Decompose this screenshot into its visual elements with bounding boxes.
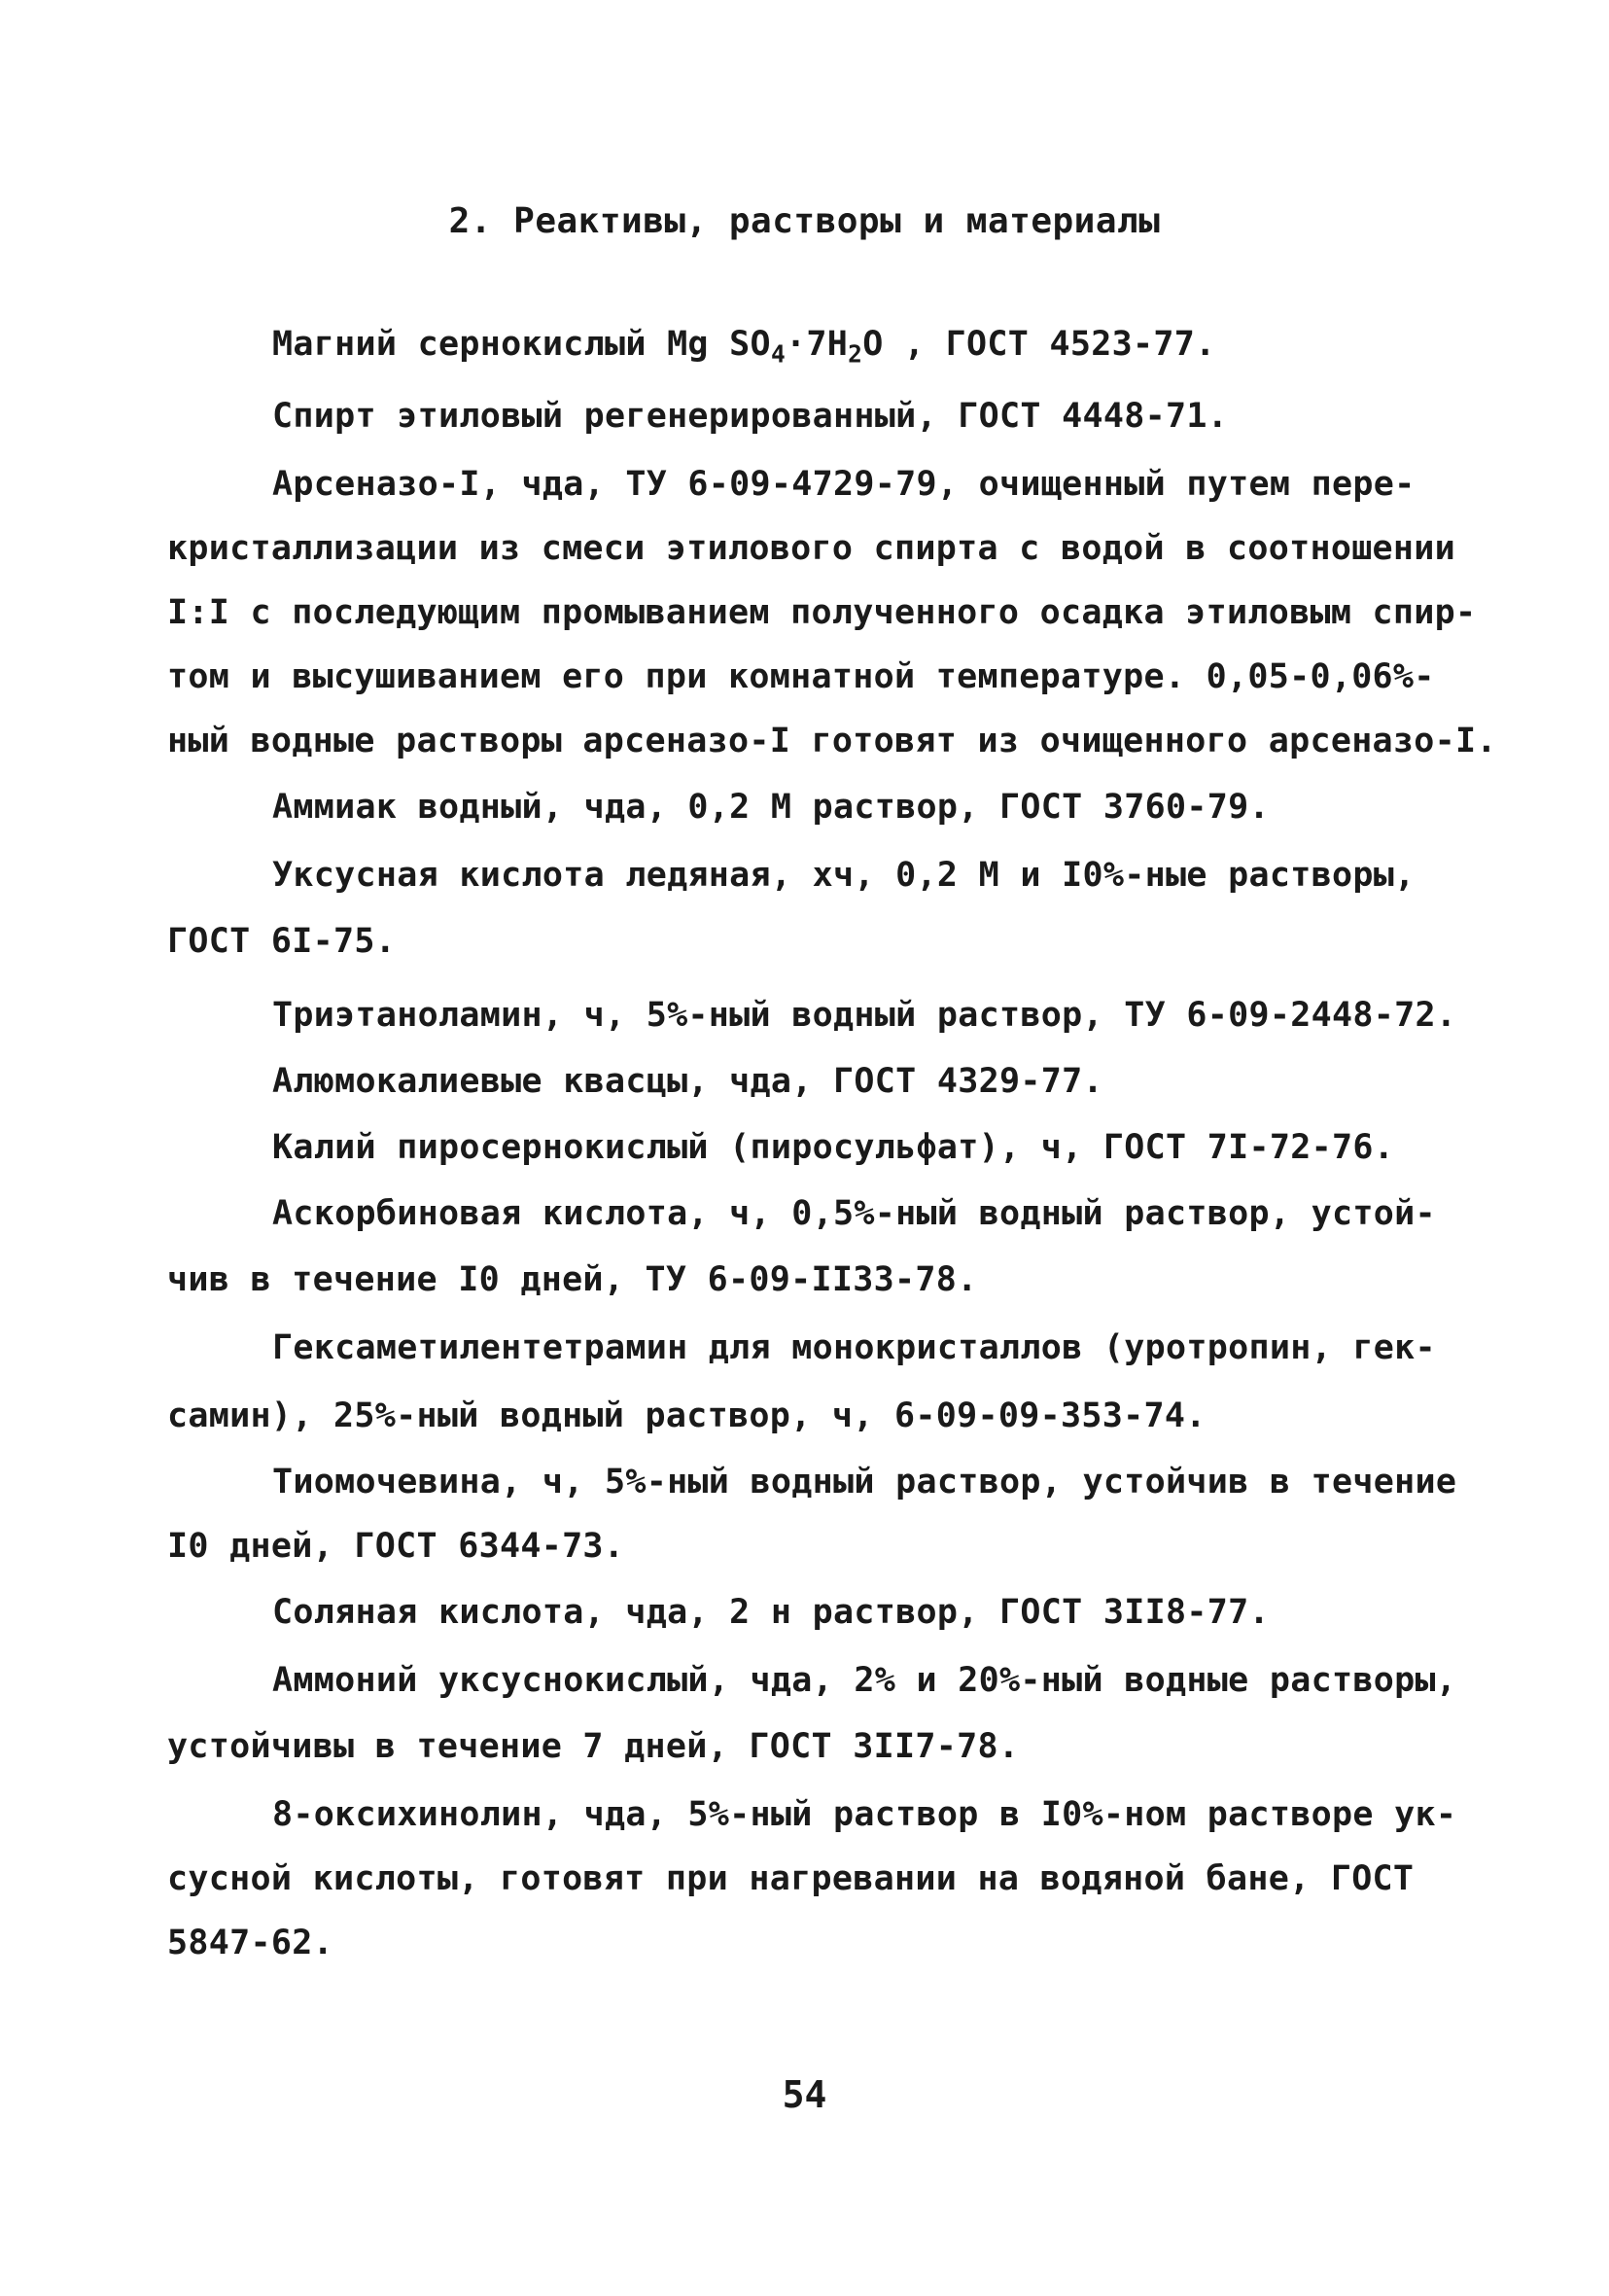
paragraph-line: Соляная кислота, чда, 2 н раствор, ГОСТ 3II8-77. — [272, 1593, 1270, 1632]
paragraph-line: Аскорбиновая кислота, ч, 0,5%-ный водный раствор, устой- — [272, 1194, 1436, 1233]
paragraph-line: самин), 25%-ный водный раствор, ч, 6-09-09-353-74. — [167, 1396, 1207, 1435]
paragraph-line: Спирт этиловый регенерированный, ГОСТ 4448-71. — [272, 397, 1229, 436]
formula-text: ·7H — [786, 325, 849, 364]
paragraph-line: кристаллизации из смеси этилового спирта с водой в соотношении — [167, 529, 1456, 568]
paragraph-line: устойчивы в течение 7 дней, ГОСТ 3II7-78. — [167, 1727, 1020, 1766]
formula-subscript: 2 — [848, 339, 863, 369]
paragraph-line: Тиомочевина, ч, 5%-ный водный раствор, устойчив в течение — [272, 1463, 1457, 1501]
paragraph-line: Аммиак водный, чда, 0,2 М раствор, ГОСТ 3760-79. — [272, 788, 1270, 827]
paragraph-line — [272, 317, 1216, 371]
paragraph-line: Уксусная кислота ледяная, хч, 0,2 М и I0%-ные растворы, — [272, 856, 1416, 895]
formula-text: Магний сернокислый Mg SO — [272, 325, 771, 364]
paragraph-line: Арсеназо-I, чда, ТУ 6-09-4729-79, очищенный путем пере- — [272, 465, 1416, 504]
paragraph-line: том и высушиванием его при комнатной температуре. 0,05-0,06%- — [167, 657, 1435, 696]
paragraph-line: Алюмокалиевые квасцы, чда, ГОСТ 4329-77. — [272, 1062, 1103, 1101]
paragraph-line: Триэтаноламин, ч, 5%-ный водный раствор, ТУ 6-09-2448-72. — [272, 996, 1457, 1035]
paragraph-line: I:I с последующим промыванием полученного осадка этиловым спир- — [167, 593, 1477, 632]
paragraph-line: чив в течение I0 дней, ТУ 6-09-II33-78. — [167, 1260, 978, 1299]
paragraph-line: 8-оксихинолин, чда, 5%-ный раствор в I0%-ном растворе ук- — [272, 1795, 1457, 1834]
page-number: 54 — [782, 2073, 827, 2116]
paragraph-line: сусной кислоты, готовят при нагревании на водяной бане, ГОСТ — [167, 1859, 1415, 1898]
paragraph-line: Калий пиросернокислый (пиросульфат), ч, ГОСТ 7I-72-76. — [272, 1128, 1395, 1167]
paragraph-line: Гексаметилентетрамин для монокристаллов (уротропин, гек- — [272, 1328, 1436, 1367]
section-heading: 2. Реактивы, растворы и материалы — [448, 201, 1161, 241]
formula-text: O , ГОСТ 4523-77. — [862, 325, 1216, 364]
paragraph-line: I0 дней, ГОСТ 6344-73. — [167, 1527, 625, 1566]
paragraph-line: ный водные растворы арсеназо-I готовят из очищенного арсеназо-I. — [167, 722, 1497, 760]
paragraph-line: Аммоний уксуснокислый, чда, 2% и 20%-ный водные растворы, — [272, 1661, 1457, 1700]
paragraph-line: 5847-62. — [167, 1924, 333, 1962]
formula-subscript: 4 — [770, 339, 786, 369]
paragraph-line: ГОСТ 6I-75. — [167, 922, 397, 961]
